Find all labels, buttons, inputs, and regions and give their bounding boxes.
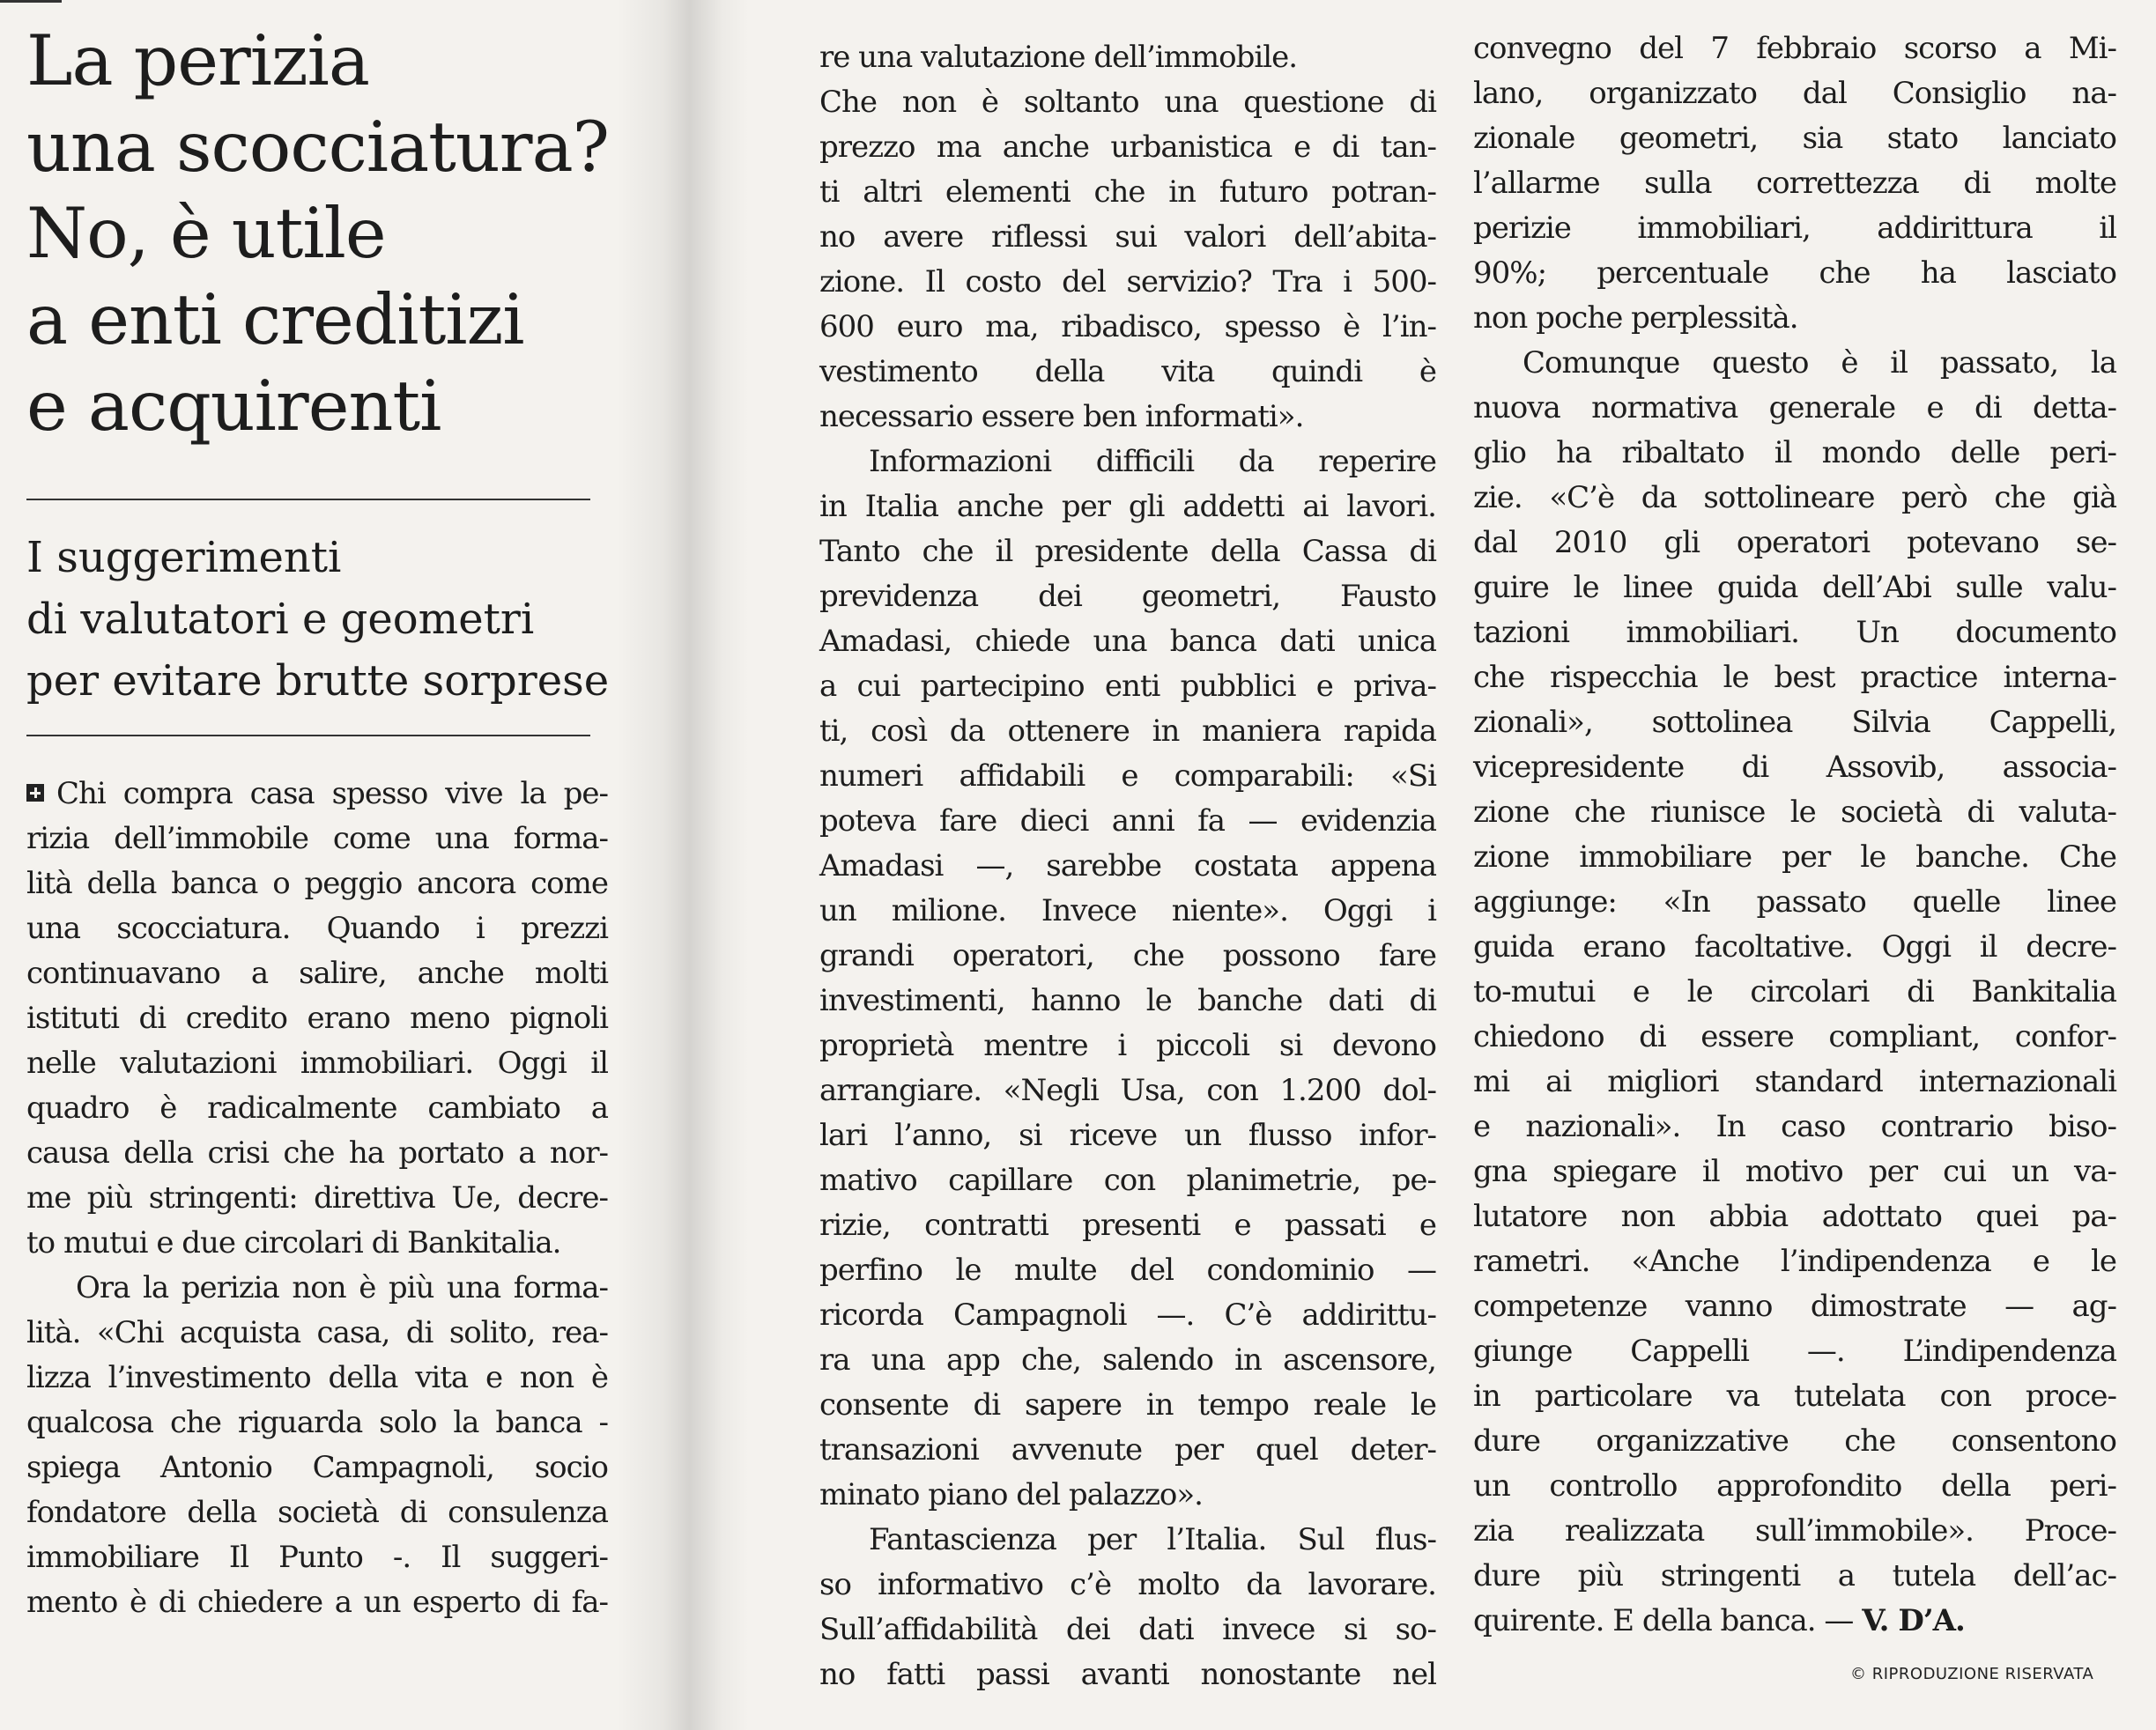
article-body-left <box>26 772 608 1625</box>
text-line: l’allarme sulla correttezza di molte <box>1473 166 2116 201</box>
text-line: glio ha ribaltato il mondo delle peri- <box>1473 435 2116 470</box>
headline <box>26 18 608 449</box>
text-line: zione. Il costo del servizio? Tra i 500- <box>819 264 1436 299</box>
text-line: ra una app che, salendo in ascensore, <box>819 1342 1436 1378</box>
text-line: numeri affidabili e comparabili: «Si <box>819 758 1436 794</box>
headline-line: una scocciatura? <box>26 107 610 188</box>
text-line: Che non è soltanto una questione di <box>819 85 1436 120</box>
author-signature: V. D’A. <box>1862 1603 1965 1638</box>
text-line: zione che riunisce le società di valuta- <box>1473 795 2116 830</box>
text-line: fondatore della società di consulenza <box>26 1495 608 1530</box>
text-line: a cui partecipino enti pubblici e priva- <box>819 669 1436 704</box>
text-line: lano, organizzato dal Consiglio na- <box>1473 76 2116 111</box>
text-line: competenze vanno dimostrate — ag- <box>1473 1289 2116 1324</box>
text-line: no avere riflessi sui valori dell’abita- <box>819 219 1436 255</box>
text-line: Amadasi —, sarebbe costata appena <box>819 848 1436 883</box>
text-line: zionale geometri, sia stato lanciato <box>1473 121 2116 156</box>
text-line: lari l’anno, si riceve un flusso infor- <box>819 1118 1436 1153</box>
subhead-line: per evitare brutte sorprese <box>26 656 610 706</box>
text-line: chiedono di essere compliant, confor- <box>1473 1019 2116 1054</box>
headline-line: La perizia <box>26 20 370 101</box>
text-line: ti altri elementi che in futuro potran- <box>819 174 1436 210</box>
text-line: vicepresidente di Assovib, associa- <box>1473 750 2116 785</box>
text-line: lizza l’investimento della vita e non è <box>26 1360 608 1395</box>
text-line: perizie immobiliari, addirittura il <box>1473 211 2116 246</box>
text-line: Ora la perizia non è più una forma- <box>76 1270 608 1305</box>
text-line: aggiunge: «In passato quelle linee <box>1473 884 2116 920</box>
text-line: mi ai migliori standard internazionali <box>1473 1064 2116 1099</box>
plus-box-icon <box>26 784 44 802</box>
text-span: quirente. E della banca. — <box>1473 1603 1854 1638</box>
article-body-right <box>1473 26 2116 1644</box>
text-line: e nazionali». In caso contrario biso- <box>1473 1109 2116 1144</box>
headline-line: e acquirenti <box>26 366 441 447</box>
text-line: in Italia anche per gli addetti ai lavori. <box>819 489 1436 524</box>
text-line: tazioni immobiliari. Un documento <box>1473 615 2116 650</box>
text-line: quadro è radicalmente cambiato a <box>26 1090 608 1126</box>
text-line: spiega Antonio Campagnoli, socio <box>26 1450 608 1485</box>
text-span: Chi compra casa spesso vive la pe- <box>56 776 608 811</box>
text-line: lutatore non abbia adottato quei pa- <box>1473 1199 2116 1234</box>
text-line: dure organizzative che consentono <box>1473 1423 2116 1459</box>
text-line: Fantascienza per l’Italia. Sul flus- <box>869 1522 1436 1557</box>
text-line: Amadasi, chiede una banca dati unica <box>819 624 1436 659</box>
text-line: un milione. Invece niente». Oggi i <box>819 893 1436 928</box>
text-line: in particolare va tutelata con proce- <box>1473 1379 2116 1414</box>
page-fold-shadow <box>617 0 749 1730</box>
text-line: 90%; percentuale che ha lasciato <box>1473 255 2116 291</box>
text-line: investimenti, hanno le banche dati di <box>819 983 1436 1018</box>
text-line: consente di sapere in tempo reale le <box>819 1387 1436 1423</box>
text-line: zionali», sottolinea Silvia Cappelli, <box>1473 705 2116 740</box>
text-line: mento è di chiedere a un esperto di fa- <box>26 1585 608 1620</box>
text-line: perfino le multe del condominio — <box>819 1253 1436 1288</box>
text-line: istituti di credito erano meno pignoli <box>26 1001 608 1036</box>
text-line: zia realizzata sull’immobile». Proce- <box>1473 1513 2116 1549</box>
text-line: transazioni avvenute per quel deter- <box>819 1432 1436 1468</box>
text-line: Sull’affidabilità dei dati invece si so- <box>819 1612 1436 1647</box>
right-column <box>1473 26 2116 1644</box>
text-line: mativo capillare con planimetrie, pe- <box>819 1163 1436 1198</box>
text-line: lità della banca o peggio ancora come <box>26 866 608 901</box>
text-line: dal 2010 gli operatori potevano se- <box>1473 525 2116 560</box>
text-line: rizie, contratti presenti e passati e <box>819 1208 1436 1243</box>
text-line: guida erano facoltative. Oggi il decre- <box>1473 929 2116 965</box>
text-line: prezzo ma anche urbanistica e di tan- <box>819 129 1436 165</box>
text-line: zione immobiliare per le banche. Che <box>1473 839 2116 875</box>
text-line: 600 euro ma, ribadisco, spesso è l’in- <box>819 309 1436 344</box>
text-line <box>26 772 608 817</box>
subhead-line: I suggerimenti <box>26 533 342 582</box>
text-line: zie. «C’è da sottolineare però che già <box>1473 480 2116 515</box>
text-line: to-mutui e le circolari di Bankitalia <box>1473 974 2116 1009</box>
text-line: che rispecchia le best practice interna- <box>1473 660 2116 695</box>
text-line: poteva fare dieci anni fa — evidenzia <box>819 803 1436 839</box>
text-line: proprietà mentre i piccoli si devono <box>819 1028 1436 1063</box>
text-line: una scocciatura. Quando i prezzi <box>26 911 608 946</box>
text-line: convegno del 7 febbraio scorso a Mi- <box>1473 31 2116 66</box>
subhead-line: di valutatori e geometri <box>26 595 535 644</box>
text-line: nuova normativa generale e di detta- <box>1473 390 2116 425</box>
text-line: gna spiegare il motivo per cui un va- <box>1473 1154 2116 1189</box>
text-line: rametri. «Anche l’indipendenza e le <box>1473 1244 2116 1279</box>
text-line: to mutui e due circolari di Bankitalia. <box>26 1225 561 1261</box>
headline-line: No, è utile <box>26 193 386 274</box>
text-line: immobiliare Il Punto -. Il suggeri- <box>26 1540 608 1575</box>
text-line: vestimento della vita quindi è <box>819 354 1436 389</box>
text-line: so informativo c’è molto da lavorare. <box>819 1567 1436 1602</box>
text-line: qualcosa che riguarda solo la banca - <box>26 1405 608 1440</box>
text-line: ricorda Campagnoli —. C’è addirittu- <box>819 1298 1436 1333</box>
text-line: necessario essere ben informati». <box>819 399 1304 434</box>
text-line: me più stringenti: direttiva Ue, decre- <box>26 1180 608 1216</box>
text-line: un controllo approfondito della peri- <box>1473 1468 2116 1504</box>
text-line: rizia dell’immobile come una forma- <box>26 821 608 856</box>
left-column <box>26 18 608 1625</box>
text-line: lità. «Chi acquista casa, di solito, rea- <box>26 1315 608 1350</box>
text-line: causa della crisi che ha portato a nor- <box>26 1135 608 1171</box>
text-line: minato piano del palazzo». <box>819 1477 1203 1512</box>
text-line: Tanto che il presidente della Cassa di <box>819 534 1436 569</box>
text-line: ti, così da ottenere in maniera rapida <box>819 713 1436 749</box>
text-line: Comunque questo è il passato, la <box>1523 345 2116 381</box>
text-line: re una valutazione dell’immobile. <box>819 40 1298 75</box>
article-body-middle <box>819 35 1436 1697</box>
text-line: guire le linee guida dell’Abi sulle valu- <box>1473 570 2116 605</box>
text-line <box>1473 1599 2116 1644</box>
text-line: no fatti passi avanti nonostante nel <box>819 1657 1436 1692</box>
top-rule <box>0 0 62 3</box>
text-line: continuavano a salire, anche molti <box>26 956 608 991</box>
headline-line: a enti creditizi <box>26 279 524 360</box>
text-line: non poche perplessità. <box>1473 300 1798 336</box>
text-line: dure più stringenti a tutela dell’ac- <box>1473 1558 2116 1593</box>
text-line: arrangiare. «Negli Usa, con 1.200 dol- <box>819 1073 1436 1108</box>
text-line: Informazioni difficili da reperire <box>869 444 1436 479</box>
text-line: giunge Cappelli —. L’indipendenza <box>1473 1334 2116 1369</box>
text-line: grandi operatori, che possono fare <box>819 938 1436 973</box>
middle-column <box>819 35 1436 1697</box>
copyright-notice: © RIPRODUZIONE RISERVATA <box>1850 1665 2094 1683</box>
text-line: previdenza dei geometri, Fausto <box>819 579 1436 614</box>
subheadline <box>26 527 608 712</box>
text-line: nelle valutazioni immobiliari. Oggi il <box>26 1046 608 1081</box>
